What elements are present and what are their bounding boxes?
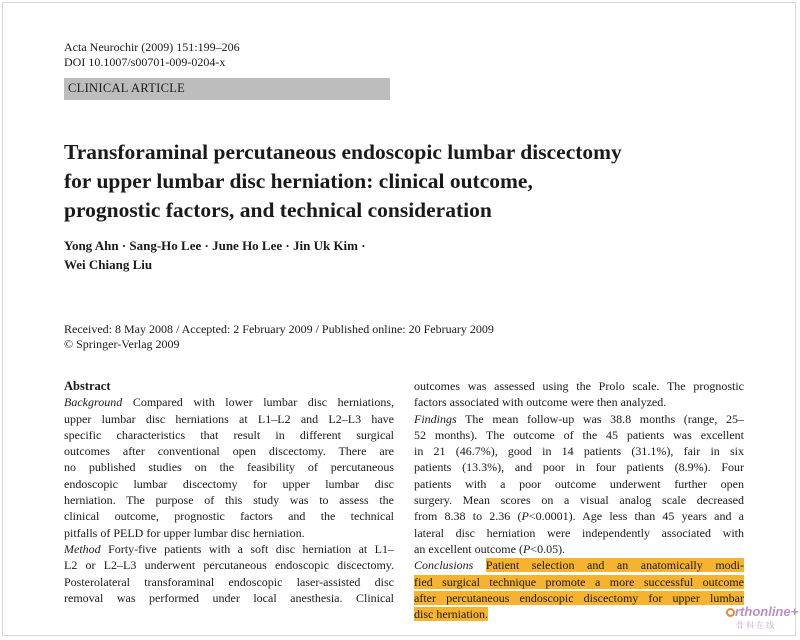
abstract-line: Posterolateral transforaminal endoscopic laser-assisted disc [64,574,394,589]
abstract-line: herniation. The purpose of this study was to assess the [64,493,394,508]
background-label: Background [64,395,123,410]
article-category [64,78,390,100]
abstract-right-column [414,378,744,622]
abstract-line: specific characteristics that result in different surgical [64,427,394,442]
title-line: for upper lumbar disc herniation: clinical outcome, [64,169,533,193]
abstract-line: clinical outcome, prognostic factors and the technical [64,509,394,524]
abstract-line [414,557,744,573]
doi: DOI 10.1007/s00701-009-0204-x [64,54,226,69]
abstract-line: endoscopic lumbar discectomy for upper lumbar disc [64,476,394,491]
journal-info [64,40,240,69]
watermark-o-icon [726,608,735,617]
abstract-left-column [64,378,394,606]
title-line: Transforaminal percutaneous endoscopic lumbar discectomy [64,140,622,164]
abstract-line: patients with a poor outcome underwent further open [414,476,744,491]
author-line: Yong Ahn · Sang-Ho Lee · June Ho Lee · Jin Uk Kim · [64,238,366,253]
conclusions-label: Conclusions [414,558,474,573]
abstract-line [414,574,744,590]
article-title [64,138,704,225]
abstract-line: outcomes after conventional open discectomy. There are [64,444,394,459]
abstract-line [414,606,744,622]
date-history: Received: 8 May 2008 / Accepted: 2 February 2009 / Published online: 20 February 2009 [64,322,494,336]
watermark-subtext: 骨科在线 [736,621,776,630]
abstract-heading: Abstract [64,379,111,393]
abstract-line: 52 months). The outcome of the 45 patients was excellent [414,427,744,442]
abstract-line: lateral disc herniation were independently associated with [414,525,744,540]
abstract-line: L2 or L2–L3 underwent percutaneous endoscopic discectomy. [64,558,394,573]
abstract-line: patients (13.3%), and poor in four patients (8.9%). Four [414,460,744,475]
abstract-line: in 21 (46.7%), good in 14 patients (31.1%), fair in six [414,444,744,459]
abstract-line: surgery. Mean scores on a visual analog scale decreased [414,493,744,508]
author-line: Wei Chiang Liu [64,257,153,272]
publication-history [64,322,494,352]
site-watermark [726,604,799,634]
title-line: prognostic factors, and technical consideration [64,198,492,222]
copyright-notice: © Springer-Verlag 2009 [64,337,180,351]
abstract-line: an excellent outcome (P<0.05). [414,541,566,556]
article-category-label: CLINICAL ARTICLE [68,81,186,95]
watermark-logo: rthonline+ [726,604,798,619]
findings-label: Findings [414,411,457,426]
highlighted-text: after percutaneous endoscopic discectomy for upper lumbar [414,590,744,605]
author-list [64,236,366,274]
abstract-line: outcomes was assessed using the Prolo scale. The prognostic [414,379,744,393]
abstract-line: removal was performed under local anesthesia. Clinical [64,590,394,605]
abstract-line: Findings The mean follow-up was 38.8 months (range, 25– [414,411,744,426]
method-label: Method [64,541,101,556]
highlighted-text: fied surgical technique promote a more successful outcome [414,574,744,589]
highlighted-text: Patient selection and an anatomically modi- [485,558,744,573]
abstract-line: no published studies on the feasibility of percutaneous [64,460,394,475]
abstract-line: Method Forty-five patients with a soft disc herniation at L1– [64,541,394,556]
abstract-line: Background Compared with lower lumbar disc herniations, [64,395,394,410]
abstract-line: pitfalls of PELD for upper lumbar disc herniation. [64,525,305,540]
highlighted-text: disc herniation. [414,607,488,622]
journal-citation: Acta Neurochir (2009) 151:199–206 [64,40,240,54]
abstract-line [414,590,744,606]
abstract-line: upper lumbar disc herniations at L1–L2 and L2–L3 have [64,411,394,426]
abstract-line: factors associated with outcome were then analyzed. [414,395,667,410]
abstract-line: from 8.38 to 2.36 (P<0.0001). Age less than 45 years and a [414,509,744,524]
